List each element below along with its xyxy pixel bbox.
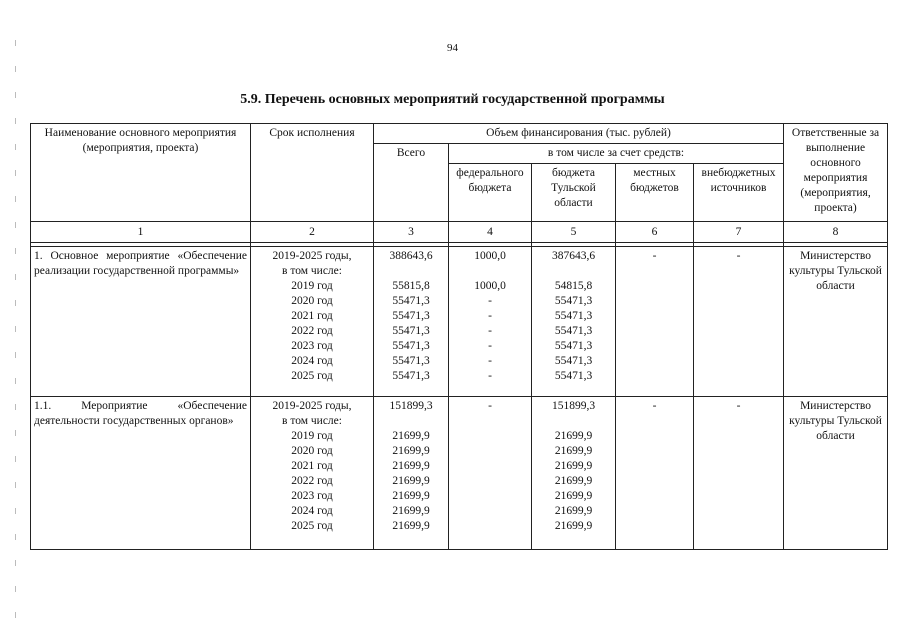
federal-cell: 1000,0 1000,0 - - - - - - [449, 247, 532, 397]
header-regional: бюджета Тульской области [532, 164, 616, 222]
term-cell: 2019-2025 годы, в том числе: 2019 год 2020 год 2021 год 2022 год 2023 год 2024 год 2025 год [251, 397, 374, 550]
local-cell: - [616, 247, 694, 397]
column-number: 6 [616, 222, 694, 243]
document-title: 5.9. Перечень основных мероприятий государственной программы [240, 92, 665, 107]
activity-name: 1. Основное мероприятие «Обеспечение реализации государственной программы» [31, 247, 251, 397]
responsible-cell: Министерство культуры Тульской области [784, 397, 888, 550]
column-number-row [31, 222, 888, 243]
responsible-cell: Министерство культуры Тульской области [784, 247, 888, 397]
header-local: местных бюджетов [616, 164, 694, 222]
scan-margin-marks [15, 40, 16, 620]
column-number: 1 [31, 222, 251, 243]
extrabudget-cell: - [694, 397, 784, 550]
table-row [31, 247, 888, 397]
header-funding: Объем финансирования (тыс. рублей) [374, 124, 784, 144]
header-total: Всего [374, 144, 449, 222]
column-number: 4 [449, 222, 532, 243]
regional-cell: 387643,6 54815,8 55471,3 55471,3 55471,3 55471,3 55471,3 55471,3 [532, 247, 616, 397]
page-number: 94 [447, 42, 458, 54]
header-federal: федерального бюджета [449, 164, 532, 222]
table-row [31, 397, 888, 550]
local-cell: - [616, 397, 694, 550]
total-cell: 388643,6 55815,8 55471,3 55471,3 55471,3 55471,3 55471,3 55471,3 [374, 247, 449, 397]
header-term: Срок исполнения [251, 124, 374, 222]
total-cell: 151899,3 21699,9 21699,9 21699,9 21699,9 21699,9 21699,9 21699,9 [374, 397, 449, 550]
term-cell: 2019-2025 годы, в том числе: 2019 год 2020 год 2021 год 2022 год 2023 год 2024 год 2025 год [251, 247, 374, 397]
header-responsible: Ответственные за выполнение основного мероприятия (мероприятия, проекта) [784, 124, 888, 222]
column-number: 7 [694, 222, 784, 243]
column-number: 2 [251, 222, 374, 243]
column-number: 8 [784, 222, 888, 243]
header-extrabudget: внебюджетных источников [694, 164, 784, 222]
federal-cell: - [449, 397, 532, 550]
header-name: Наименование основного мероприятия (мероприятия, проекта) [31, 124, 251, 222]
column-number: 3 [374, 222, 449, 243]
column-number: 5 [532, 222, 616, 243]
activity-name: 1.1. Мероприятие «Обеспечение деятельности государственных органов» [31, 397, 251, 550]
regional-cell: 151899,3 21699,9 21699,9 21699,9 21699,9 21699,9 21699,9 21699,9 [532, 397, 616, 550]
program-activities-table [30, 123, 888, 550]
header-including: в том числе за счет средств: [449, 144, 784, 164]
extrabudget-cell: - [694, 247, 784, 397]
